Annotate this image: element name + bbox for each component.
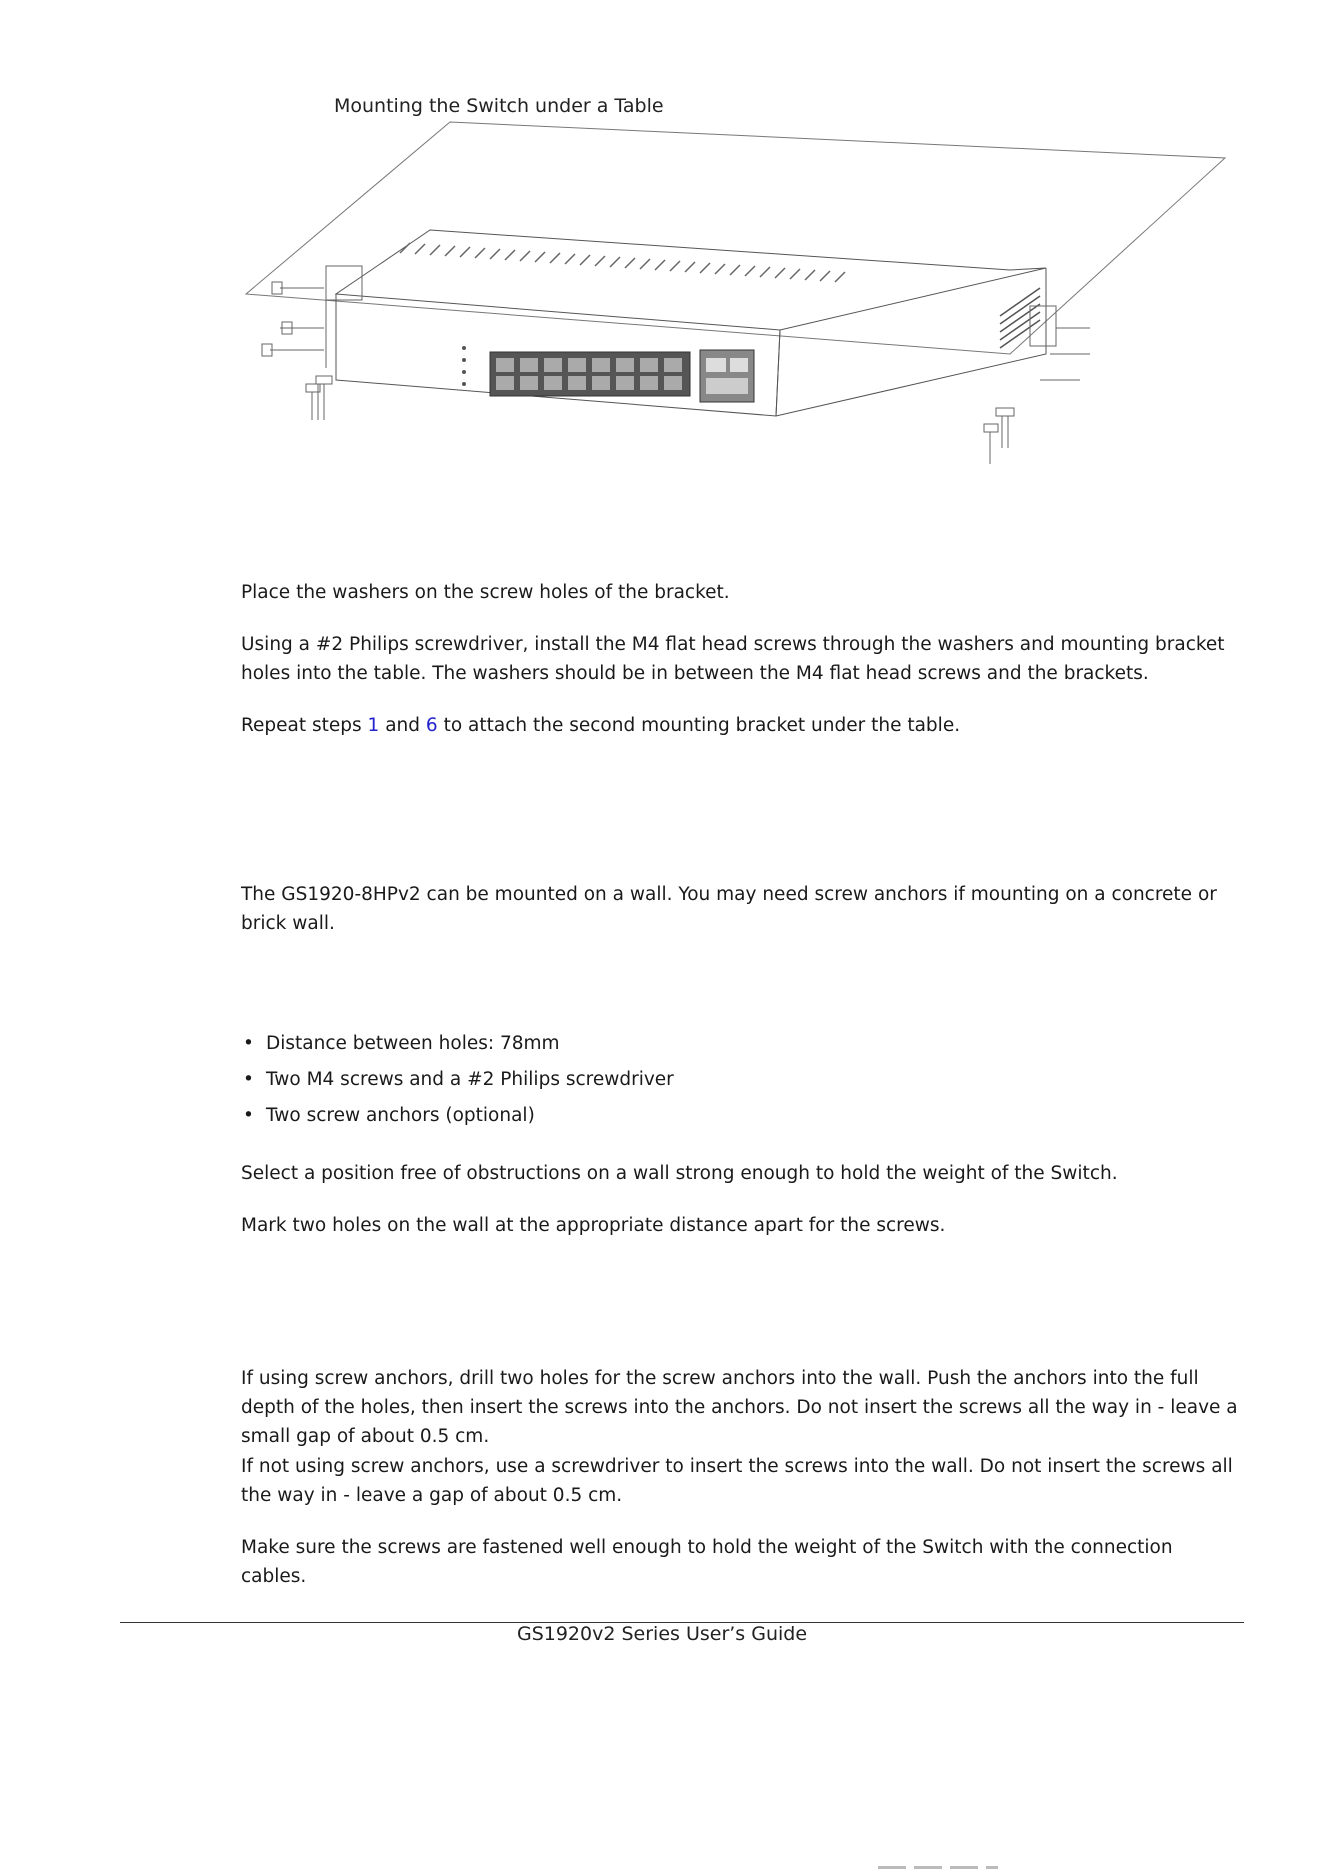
step-fastened: Make sure the screws are fastened well enough to hold the weight of the Switch with the connection cables. [241,1537,1173,1587]
step-repeat [241,711,1241,740]
switch-side [776,268,1046,416]
requirement-screws: Two M4 screws and a #2 Philips screwdriver [266,1069,674,1090]
list-item: • Distance between holes: 78mm [243,1033,560,1054]
requirement-anchors: Two screw anchors (optional) [266,1105,535,1126]
list-item: • Two screw anchors (optional) [243,1105,535,1126]
step-install-screws: Using a #2 Philips screwdriver, install the M4 flat head screws through the washers and mounting bracket holes into the table. The washers should be in between the M4 flat head screws and the brackets. [241,634,1225,684]
step-repeat-text-post: to attach the second mounting bracket under the table. [437,715,961,736]
figure-title: Mounting the Switch under a Table [334,95,664,117]
switch-top [336,230,1046,330]
top-vents [400,243,845,282]
footer-guide-title: GS1920v2 Series User’s Guide [516,1623,808,1645]
left-bracket [262,266,362,420]
step-select-position: Select a position free of obstructions on a wall strong enough to hold the weight of the Switch. [241,1163,1118,1184]
switch-under-table-illustration [240,118,1230,558]
table-plane [246,122,1225,354]
requirement-hole-distance: Distance between holes: 78mm [266,1033,560,1054]
step-repeat-text-mid: and [379,715,426,736]
page-edge-marks [878,1866,998,1869]
step-mark-holes: Mark two holes on the wall at the appropriate distance apart for the screws. [241,1215,946,1236]
step-link-6[interactable]: 6 [425,715,438,736]
step-no-anchors: If not using screw anchors, use a screwdriver to insert the screws into the wall. Do not insert the screws all the way in - leave a gap of about 0.5 cm. [241,1456,1233,1506]
step-link-1[interactable]: 1 [367,715,380,736]
step-using-anchors: If using screw anchors, drill two holes for the screw anchors into the wall. Push the anchors into the full depth of the holes, then insert the screws into the anchors. Do not insert the screws all the way in - leave a small gap of about 0.5 cm. [241,1368,1238,1447]
list-item: • Two M4 screws and a #2 Philips screwdriver [243,1069,674,1090]
side-vents [1000,288,1040,348]
wall-mount-intro: The GS1920-8HPv2 can be mounted on a wall. You may need screw anchors if mounting on a concrete or brick wall. [241,884,1217,934]
step-repeat-text-pre: Repeat steps [241,715,368,736]
ethernet-ports [490,350,754,402]
step-place-washers: Place the washers on the screw holes of the bracket. [241,582,730,603]
status-leds [462,346,466,386]
requirements-list [241,1026,674,1134]
